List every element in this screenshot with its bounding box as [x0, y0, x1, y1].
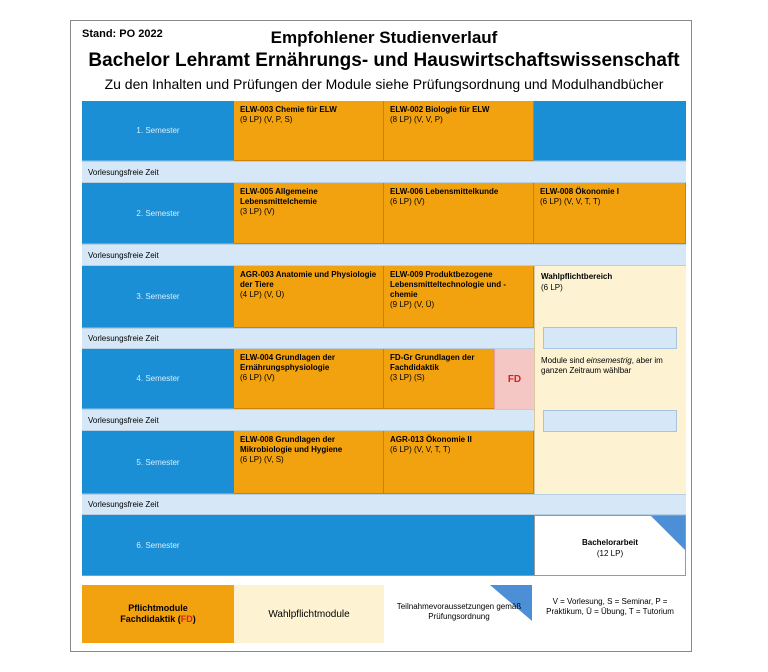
module-code: AGR-013 Ökonomie II: [390, 435, 472, 444]
break-2: Vorlesungsfreie Zeit: [82, 244, 686, 266]
module-code: ELW-009 Produktbezogene Lebensmitteltechnologie und -chemie: [390, 270, 507, 299]
module-code: ELW-008 Ökonomie I: [540, 187, 619, 196]
module-code: ELW-008 Grundlagen der Mikrobiologie und Hygiene: [240, 435, 343, 454]
module-meta: (9 LP) (V, P, S): [240, 115, 293, 124]
wahlpflicht-title: Wahlpflichtbereich: [541, 272, 613, 281]
module-elw-005: [234, 183, 384, 244]
semester-2-label: 2. Semester: [82, 183, 234, 244]
module-meta: (6 LP) (V, S): [240, 455, 284, 464]
wahlpflicht-note: Module sind einsemestrig, aber im ganzen Zeitraum wählbar: [541, 356, 663, 375]
semester-3-label: 3. Semester: [82, 266, 234, 328]
module-code: ELW-003 Chemie für ELW: [240, 105, 337, 114]
legend-teilnahme-text: Teilnahmevoraussetzungen gemäß Prüfungsordnung: [396, 602, 522, 621]
stand-label: Stand: PO 2022: [82, 28, 163, 40]
wahlpflicht-break-box: [543, 327, 677, 349]
module-meta: (8 LP) (V, V, P): [390, 115, 443, 124]
legend-abbreviations: V = Vorlesung, S = Seminar, P = Praktikum, Ü = Übung, T = Tutorium: [546, 597, 674, 616]
legend-teilnahme: [384, 585, 534, 643]
module-code: ELW-002 Biologie für ELW: [390, 105, 490, 114]
module-elw-009: [384, 266, 534, 328]
legend-pflicht-label: Pflichtmodule: [128, 603, 188, 613]
module-elw-002: [384, 101, 534, 161]
page-title: Empfohlener Studienverlauf: [270, 28, 498, 47]
program-title: Bachelor Lehramt Ernährungs- und Hauswirtschaftswissenschaft: [88, 50, 680, 71]
module-elw-008-mikrobiologie: [234, 431, 384, 494]
legend-fachdidaktik-label: Fachdidaktik (FD): [120, 614, 196, 624]
semester-6-empty: [234, 515, 534, 576]
legend-pflichtmodule: [82, 585, 234, 643]
module-meta: (6 LP) (V, V, T, T): [390, 445, 451, 454]
module-meta: (3 LP) (V): [240, 207, 275, 216]
module-meta: (3 LP) (S): [390, 373, 425, 382]
page-subtitle: Zu den Inhalten und Prüfungen der Module siehe Prüfungsordnung und Modulhandbücher: [104, 76, 664, 92]
module-elw-008-oekonomie: [534, 183, 686, 244]
bachelorarbeit-cell: [534, 515, 686, 576]
break-1: Vorlesungsfreie Zeit: [82, 161, 686, 183]
module-meta: (6 LP) (V, V, T, T): [540, 197, 601, 206]
semester-4-label: 4. Semester: [82, 349, 234, 409]
break-5: Vorlesungsfreie Zeit: [82, 494, 686, 515]
module-code: ELW-006 Lebensmittelkunde: [390, 187, 499, 196]
module-meta: (9 LP) (V, Ü): [390, 300, 435, 309]
break-3: Vorlesungsfreie Zeit: [82, 328, 534, 349]
module-agr-003: [234, 266, 384, 328]
wahlpflicht-area: [534, 266, 686, 494]
semester-6-label: 6. Semester: [82, 515, 234, 576]
semester-5-label: 5. Semester: [82, 431, 234, 494]
module-elw-004: [234, 349, 384, 409]
module-meta: (6 LP) (V): [390, 197, 425, 206]
bachelorarbeit-lp: (12 LP): [596, 549, 624, 558]
module-meta: (4 LP) (V, Ü): [240, 290, 285, 299]
semester-1-empty: [534, 101, 686, 161]
module-code: AGR-003 Anatomie und Physiologie der Tiere: [240, 270, 377, 289]
module-agr-013: [384, 431, 534, 494]
module-elw-006: [384, 183, 534, 244]
module-elw-003: [234, 101, 384, 161]
module-code: FD-Gr Grundlagen der Fachdidaktik: [390, 353, 475, 372]
semester-1-label: 1. Semester: [82, 101, 234, 161]
break-4: Vorlesungsfreie Zeit: [82, 409, 534, 431]
module-code: ELW-004 Grundlagen der Ernährungsphysiologie: [240, 353, 335, 372]
wahlpflicht-lp: (6 LP): [541, 283, 563, 292]
legend-wahlpflichtmodule: Wahlpflichtmodule: [234, 585, 384, 643]
wahlpflicht-break-box: [543, 410, 677, 432]
module-meta: (6 LP) (V): [240, 373, 275, 382]
fd-badge: FD: [494, 349, 534, 409]
module-code: ELW-005 Allgemeine Lebensmittelchemie: [240, 187, 318, 206]
bachelorarbeit-title: Bachelorarbeit: [581, 538, 639, 547]
